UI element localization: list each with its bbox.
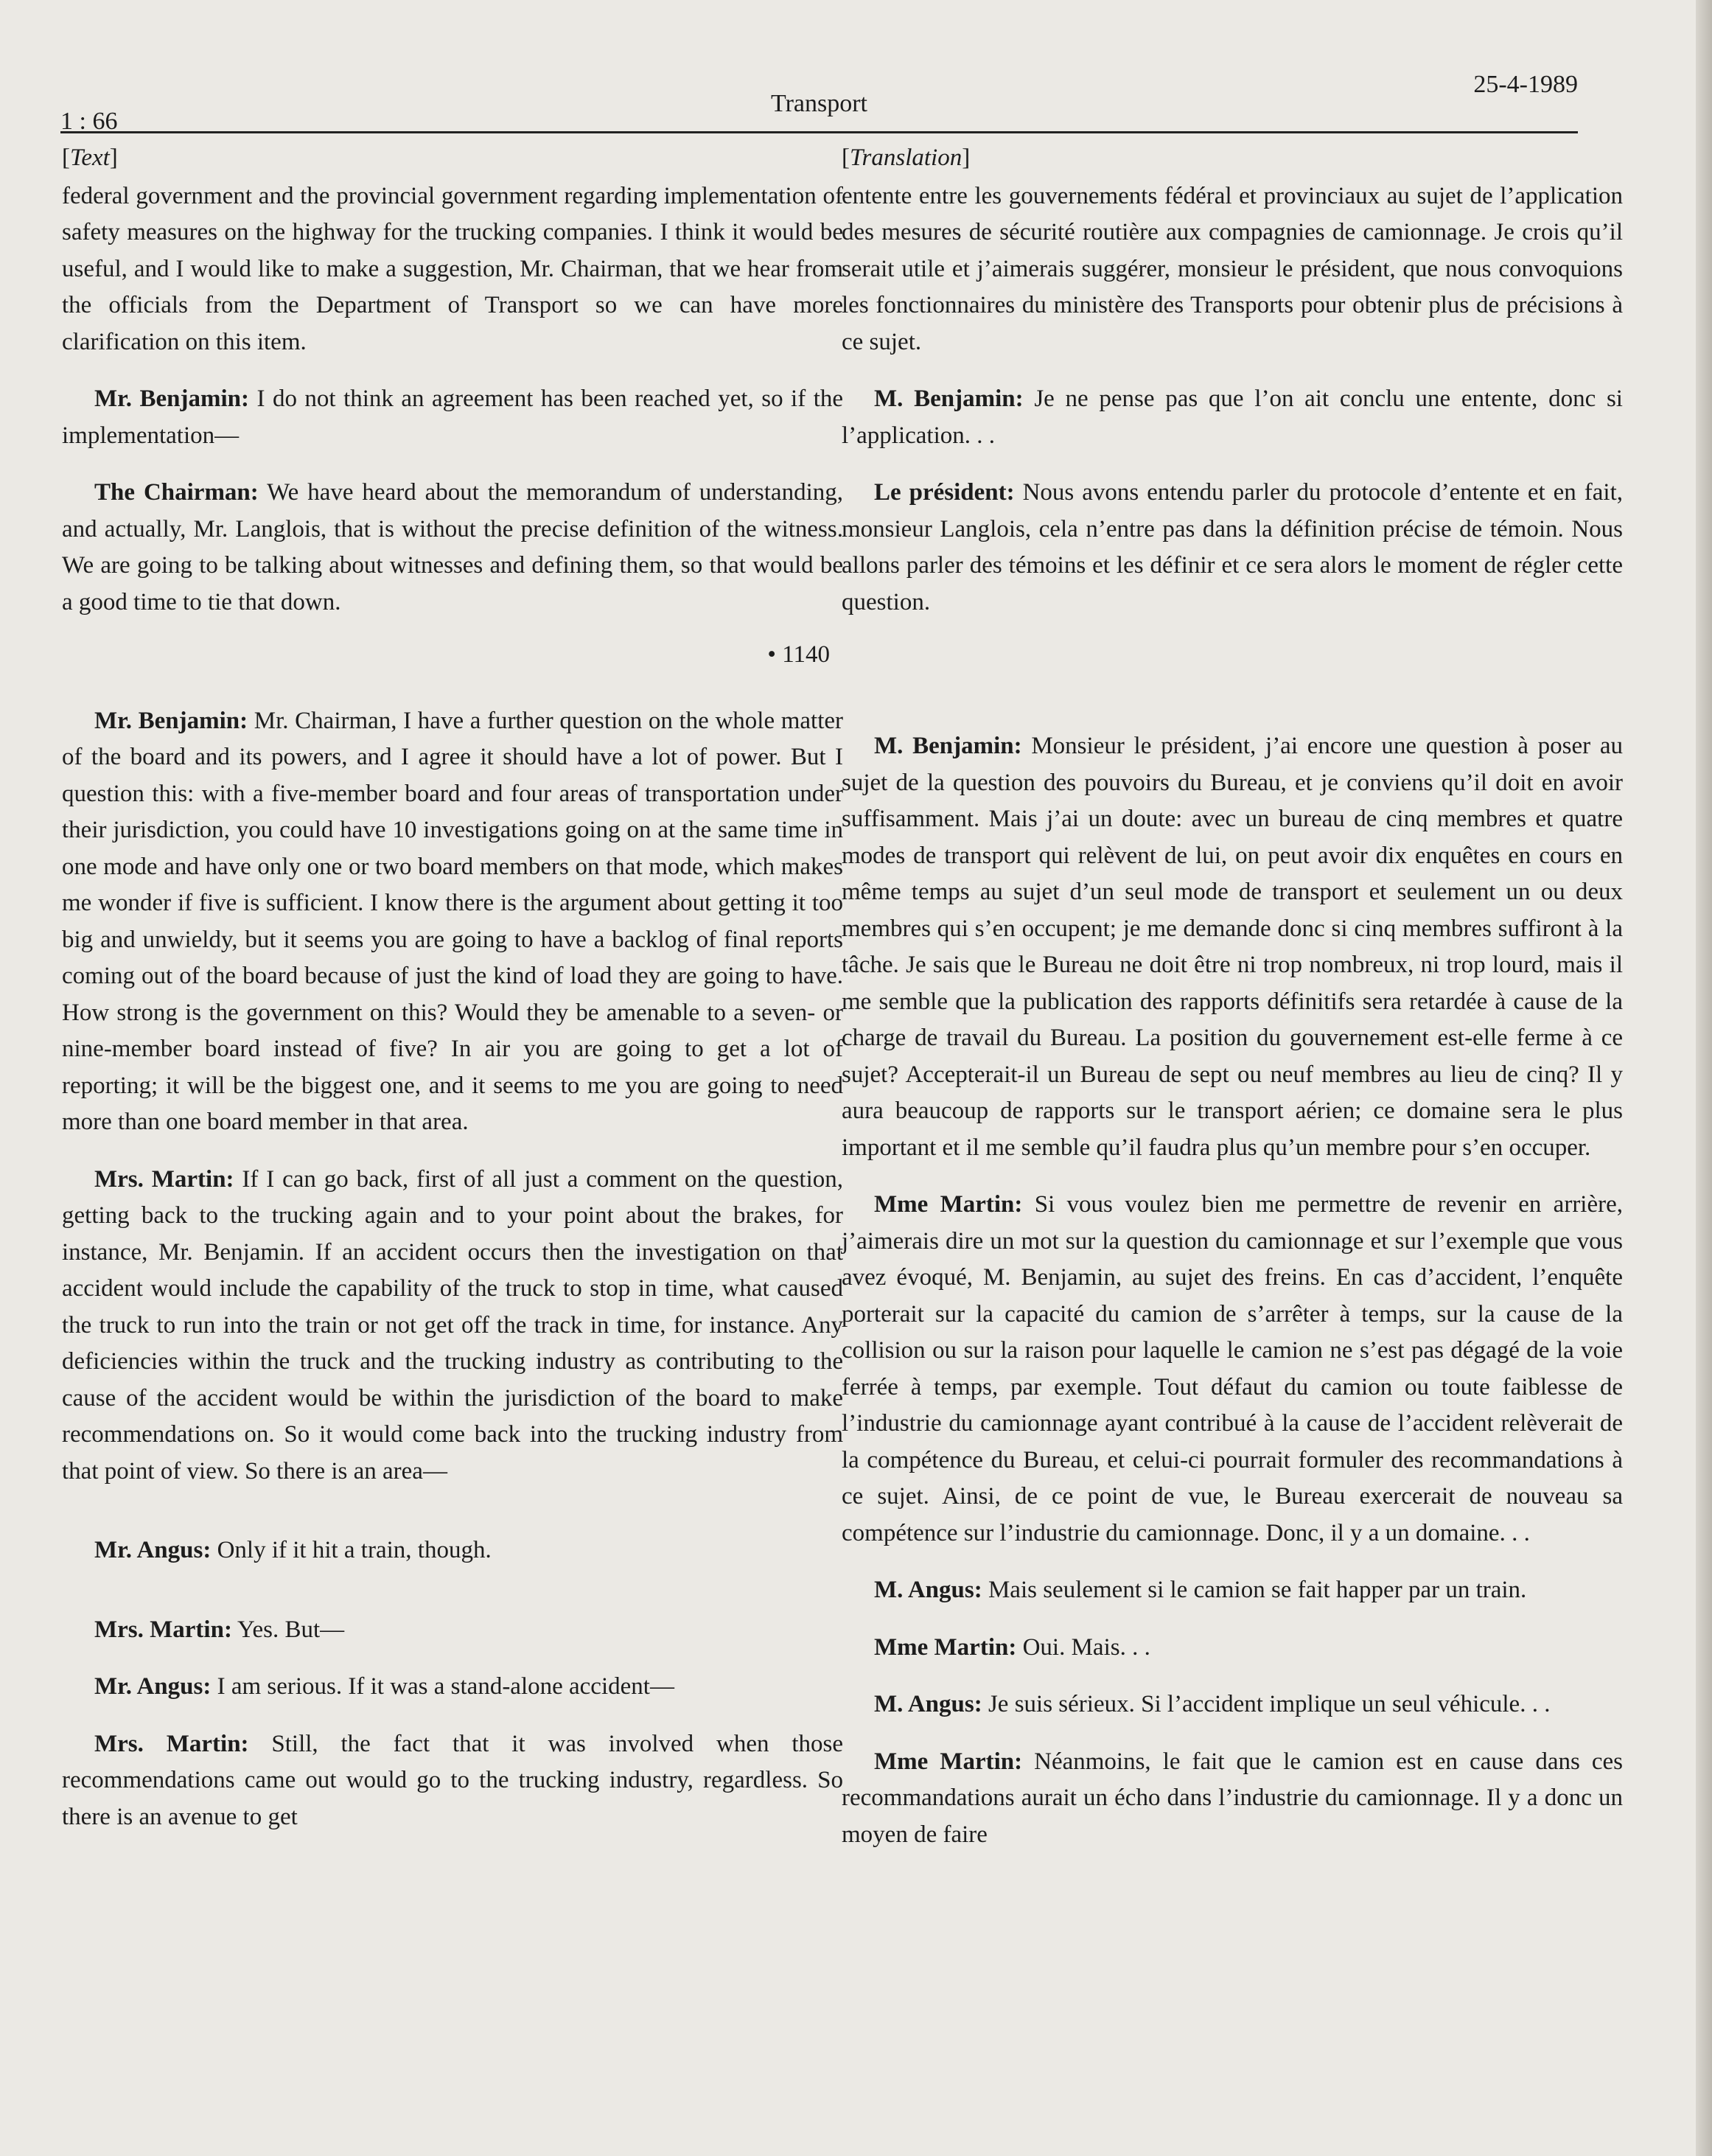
paragraph: entente entre les gouvernements fédéral et provinciaux au sujet de l’application des mesures de sécurité routière aux compagnies de camionnage. Je crois qu’il serait utile et j’aimerais suggérer, monsieur le président, que nous convoquions les fonctionnaires du ministère des Transports pour obtenir plus de précisions à ce sujet. [842, 182, 1623, 355]
page-spine-shadow [1696, 0, 1712, 2156]
speaker-name: M. Angus: [874, 1691, 982, 1717]
paragraph [842, 728, 1623, 1166]
speaker-name: Mr. Benjamin: [94, 707, 248, 734]
meeting-date: 25-4-1989 [1473, 71, 1578, 98]
text-label: [Text] [62, 144, 118, 171]
speech-text: Only if it hit a train, though. [211, 1537, 492, 1563]
speech-text: Mr. Chairman, I have a further question on the whole matter of the board and its powers, and I agree it should have a lot of power. But I question this: with a five-member board and four areas of transportation under their jurisdiction, you could have 10 investigations going on at the same time in one mode and have only one or two board members on that mode, which makes me wonder if five is sufficient. I know there is the argument about getting it too big and unwieldy, but it seems you are going to have a backlog of final reports coming out of the board because of just the kind of load they are going to have. How strong is the government on this? Would they be amenable to a seven- or nine-member board instead of five? In air you are going to get a lot of reporting; it will be the biggest one, and it seems to me you are going to need more than one board member in that area. [62, 707, 844, 1135]
speech-text: Je ne pense pas que l’on ait conclu une entente, donc si l’application. . . [842, 386, 1623, 449]
paragraph [842, 1187, 1623, 1552]
paragraph [842, 1744, 1623, 1854]
speech-text: Nous avons entendu parler du protocole d’entente et en fait, monsieur Langlois, cela n’entre pas dans la définition précise de témoin. Nous allons parler des témoins et les définir et ce sera alors le moment de régler cette question. [842, 479, 1623, 615]
speaker-name: Mr. Angus: [94, 1537, 212, 1563]
english-column [62, 140, 843, 1856]
speech-text: Monsieur le président, j’ai encore une question à poser au sujet de la question des pouvoirs du Bureau, et je conviens qu’il doit en avoir suffisamment. Mais j’ai un doute: avec un bureau de cinq membres et quatre modes de transport qui relèvent de lui, on peut avoir dix enquêtes en cours en même temps au sujet d’un seul mode de transport et seulement un ou deux membres qui s’en occupent; je me demande donc si cinq membres suffiront à la tâche. Je sais que le Bureau ne doit être ni trop nombreux, ni trop lourd, mais il me semble que la publication des rapports définitifs sera retardée à cause de la charge de travail du Bureau. La position du gouvernement est-elle ferme à ce sujet? Accepterait-il un Bureau de sept ou neuf membres au lieu de cinq? Il y aura beaucoup de rapports sur le transport aérien; ce domaine sera le plus important et il me semble qu’il faudra plus qu’un membre pour s’en occuper. [842, 733, 1623, 1161]
speech-text: I do not think an agreement has been reached yet, so if the implementation— [62, 386, 844, 449]
paragraph [842, 1630, 1623, 1667]
speaker-name: Mme Martin: [874, 1191, 1023, 1218]
speaker-name: Mrs. Martin: [94, 1730, 249, 1757]
speaker-name: M. Benjamin: [874, 386, 1024, 412]
speech-text: Oui. Mais. . . [1016, 1633, 1150, 1661]
page-header [60, 65, 1578, 133]
paragraph [62, 1726, 843, 1836]
time-marker: • 1140 [767, 641, 830, 668]
paragraph [62, 703, 843, 1141]
page-number: 1 : 66 [60, 108, 118, 135]
speaker-name: Mrs. Martin: [94, 1165, 234, 1193]
paragraph [62, 1532, 843, 1569]
paragraph [62, 1612, 843, 1649]
paragraph [842, 1686, 1623, 1723]
speaker-name: Mr. Angus: [94, 1673, 212, 1700]
paragraph [62, 475, 843, 621]
speech-text: Je suis sérieux. Si l’accident implique un seul véhicule. . . [982, 1691, 1551, 1717]
paragraph [62, 1162, 843, 1490]
paragraph [62, 381, 843, 454]
translation-label: [Translation] [842, 144, 971, 171]
speaker-name: Mme Martin: [874, 1748, 1023, 1775]
paragraph [842, 381, 1623, 454]
speaker-name: Mr. Benjamin: [94, 386, 249, 412]
paragraph [842, 475, 1623, 621]
speech-text: Mais seulement si le camion se fait happer par un train. [982, 1577, 1527, 1603]
speech-text: Yes. But— [231, 1616, 345, 1643]
speech-text: Néanmoins, le fait que le camion est en cause dans ces recommandations aurait un écho dans l’industrie du camionnage. Il y a donc un moyen de faire [842, 1748, 1624, 1848]
speaker-name: Le président: [874, 479, 1015, 506]
speech-text: We have heard about the memorandum of understanding, and actually, Mr. Langlois, that is without the precise definition of the witness. We are going to be talking about witnesses and defining them, so that would be a good time to tie that down. [62, 479, 843, 615]
speech-text: Si vous voulez bien me permettre de revenir en arrière, j’aimerais dire un mot sur la question du camionnage et sur l’exemple que vous avez évoqué, M. Benjamin, au sujet des freins. En cas d’accident, l’enquête porterait sur la capacité du camion de s’arrêter à temps, sur la cause de la collision ou sur la raison pour laquelle le camion ne s’est pas dégagé de la voie ferrée à temps, par exemple. Tout défaut du camion ou toute faiblesse de l’industrie du camionnage ayant contribué à la cause de l’accident relèverait de la compétence du Bureau, et celui-ci pourrait formuler des recommandations à ce sujet. Ainsi, de ce point de vue, le Bureau exercerait de nouveau sa compétence sur l’industrie du camionnage. Donc, il y a un domaine. . . [842, 1191, 1624, 1546]
committee-title: Transport [771, 90, 867, 117]
speaker-name: M. Angus: [874, 1577, 982, 1603]
paragraph [842, 1572, 1623, 1609]
paragraph: federal government and the provincial government regarding implementation of safety measures on the highway for the trucking companies. I think it would be useful, and I would like to make a suggestion, Mr. Chairman, that we hear from the officials from the Department of Transport so we can have more clarification on this item. [62, 182, 843, 355]
speech-text: Still, the fact that it was involved when those recommendations came out would go to the trucking industry, regardless. So there is an avenue to get [62, 1730, 843, 1830]
speaker-name: Mme Martin: [874, 1633, 1017, 1661]
speaker-name: Mrs. Martin: [94, 1616, 232, 1643]
speaker-name: M. Benjamin: [874, 733, 1022, 759]
speaker-name: The Chairman: [94, 479, 259, 506]
speech-text: If I can go back, first of all just a comment on the question, getting back to the trucking again and to your point about the brakes, for instance, Mr. Benjamin. If an accident occurs then the investigation on that accident would include the capability of the truck to stop in time, what caused the truck to run into the train or not get off the track in time, for instance. Any deficiencies within the truck and the trucking industry as contributing to the cause of the accident would be within the jurisdiction of the board to make recommendations on. So it would come back into the trucking industry from that point of view. So there is an area— [62, 1165, 843, 1485]
speech-text: I am serious. If it was a stand-alone accident— [211, 1673, 674, 1700]
paragraph [62, 1669, 843, 1706]
french-column [842, 140, 1623, 1874]
